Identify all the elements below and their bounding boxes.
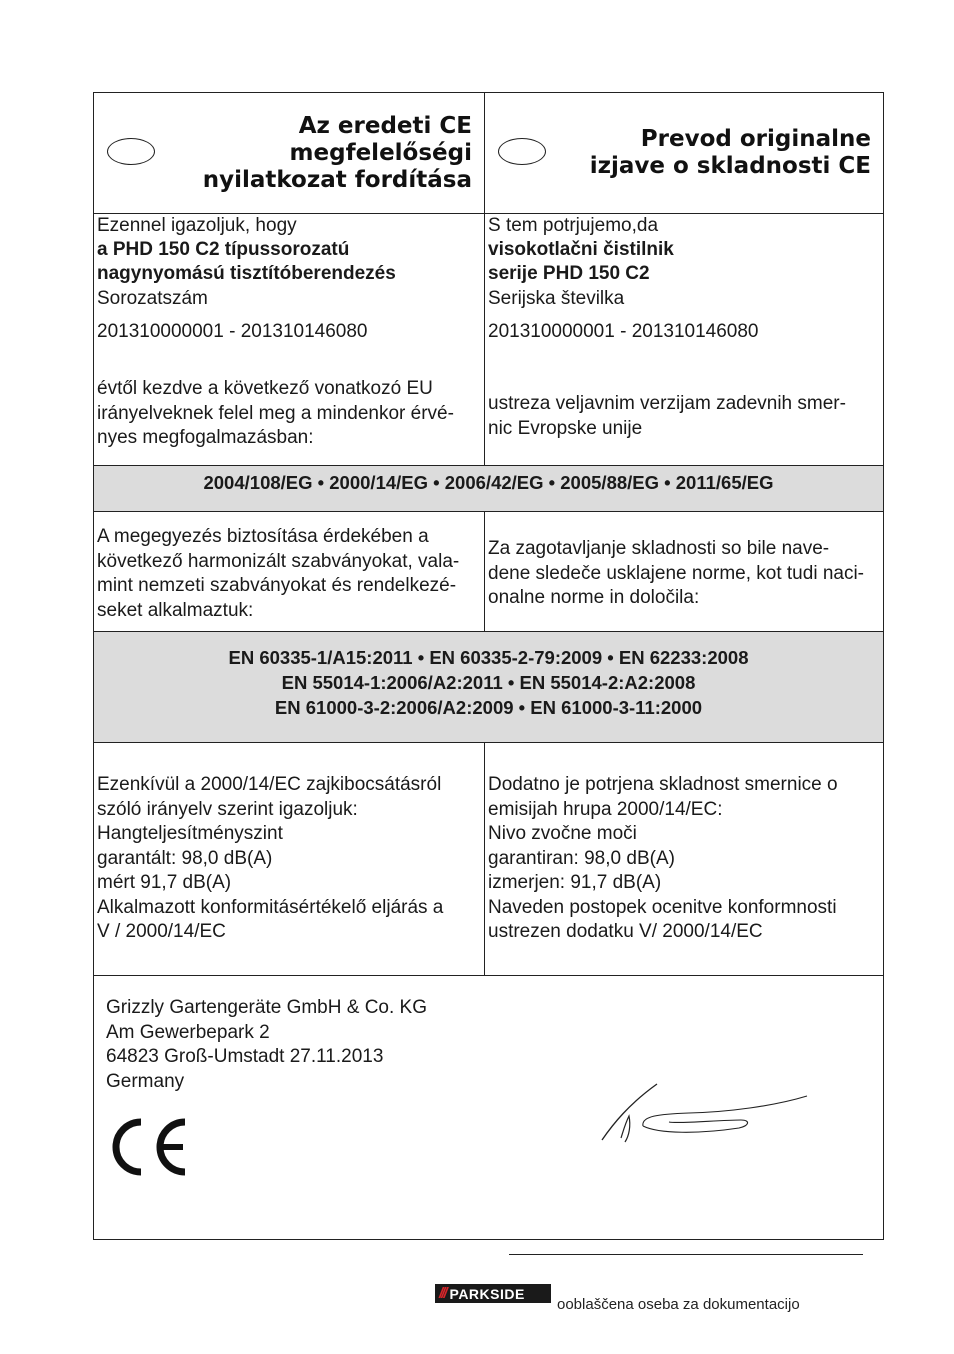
compliance-text xyxy=(97,377,454,451)
text-line: irányelveknek felel meg a mindenkor érvé- xyxy=(97,402,454,424)
text-line: Hangteljesítményszint xyxy=(97,823,283,844)
text-line: ustrezen dodatku V/ 2000/14/EC xyxy=(488,921,763,942)
ce-mark-icon xyxy=(105,1116,189,1178)
standards-line: EN 60335-1/A15:2011 • EN 60335-2-79:2009 • EN 62233:2008 xyxy=(228,647,749,668)
parkside-logo xyxy=(435,1284,551,1303)
logo-wordmark: PARKSIDE xyxy=(449,1285,525,1302)
text-line: Ezenkívül a 2000/14/EC zajkibocsátásról xyxy=(97,774,442,795)
address-line: Germany xyxy=(106,1070,185,1092)
company-name: Grizzly Gartengeräte GmbH & Co. KG xyxy=(106,997,427,1018)
noise-right-cell xyxy=(485,743,883,975)
text-line: ustreza veljavnim verzijam zadevnih smer- xyxy=(488,393,846,414)
signature-image xyxy=(599,1076,814,1146)
header-title-slovenian xyxy=(590,126,871,180)
text-line: emisijah hrupa 2000/14/EC: xyxy=(488,798,723,820)
text-line: V / 2000/14/EC xyxy=(97,921,226,942)
address-line: Am Gewerbepark 2 xyxy=(106,1021,270,1043)
intro-right-cell xyxy=(485,214,883,465)
header-row xyxy=(94,93,883,214)
header-right-cell xyxy=(485,93,883,213)
serial-label: Sorozatszám xyxy=(97,288,208,309)
text-line: Alkalmazott konformitásértékelő eljárás a xyxy=(97,896,444,918)
text-line: Naveden postopek ocenitve konformnosti xyxy=(488,896,837,918)
text-line: nyes megfogalmazásban: xyxy=(97,427,314,448)
serial-label: Serijska številka xyxy=(488,288,625,309)
compliance-text xyxy=(488,392,846,441)
text-line: Dodatno je potrjena skladnost smernice o xyxy=(488,774,838,795)
directives-row xyxy=(94,466,883,512)
noise-text xyxy=(488,773,838,945)
header-title-line: Az eredeti CE xyxy=(298,113,472,139)
header-left-cell xyxy=(94,93,485,213)
standards-row xyxy=(94,632,883,743)
text-line: évtől kezdve a következő vonatkozó EU xyxy=(97,378,433,399)
serial-range: 201310000001 - 201310146080 xyxy=(97,321,368,342)
serial-range: 201310000001 - 201310146080 xyxy=(488,321,759,342)
intro-text: S tem potrjujemo,da xyxy=(488,215,659,236)
text-line: következő harmonizált szabványokat, vala- xyxy=(97,550,460,572)
header-title-line: nyilatkozat fordítása xyxy=(202,167,472,193)
standards-line: EN 55014-1:2006/A2:2011 • EN 55014-2:A2:2008 xyxy=(281,672,696,693)
company-address xyxy=(106,996,427,1094)
text-line: A megegyezés biztosítása érdekében a xyxy=(97,526,429,547)
intro-text: Ezennel igazoljuk, hogy xyxy=(97,215,297,236)
model-line: a PHD 150 C2 típussorozatú xyxy=(97,239,350,260)
text-line: onalne norme in določila: xyxy=(488,587,700,608)
text-line: seket alkalmaztuk: xyxy=(97,599,254,621)
signature-caption: ooblaščena oseba za dokumentacijo xyxy=(557,1296,800,1313)
text-line: izmerjen: 91,7 dB(A) xyxy=(488,872,662,893)
noise-left-cell xyxy=(94,743,485,975)
country-code-oval xyxy=(107,138,155,165)
signature-line xyxy=(509,1254,863,1255)
directives-list: 2004/108/EG • 2000/14/EG • 2006/42/EG • 2005/88/EG • 2011/65/EG xyxy=(203,472,774,493)
intro-row xyxy=(94,214,883,466)
text-line: garantiran: 98,0 dB(A) xyxy=(488,847,675,869)
harmonized-text xyxy=(97,525,459,623)
intro-left-cell xyxy=(94,214,485,465)
text-line: nic Evropske unije xyxy=(488,417,643,439)
text-line: Za zagotavljanje skladnosti so bile nave- xyxy=(488,538,830,559)
product-name: nagynyomású tisztítóberendezés xyxy=(97,263,396,284)
header-title-line: izjave o skladnosti CE xyxy=(589,153,871,179)
text-line: garantált: 98,0 dB(A) xyxy=(97,847,273,869)
noise-row xyxy=(94,743,883,976)
address-line: 64823 Groß-Umstadt 27.11.2013 xyxy=(106,1046,384,1067)
logo-slashes: /// xyxy=(439,1285,446,1302)
standards-line: EN 61000-3-2:2006/A2:2009 • EN 61000-3-11:2000 xyxy=(274,697,703,718)
model-line: serije PHD 150 C2 xyxy=(488,263,650,284)
text-line: Nivo zvočne moči xyxy=(488,823,637,844)
header-title-hungarian xyxy=(203,113,472,194)
harmonized-left-cell xyxy=(94,512,485,631)
header-title-line: megfelelőségi xyxy=(289,140,472,166)
product-name: visokotlačni čistilnik xyxy=(488,239,674,260)
text-line: mint nemzeti szabványokat és rendelkezé- xyxy=(97,575,457,596)
text-line: szóló irányelv szerint igazoljuk: xyxy=(97,798,358,820)
country-code-oval xyxy=(498,138,546,165)
text-line: dene sledeče usklajene norme, kot tudi naci- xyxy=(488,562,865,584)
text-line: mért 91,7 dB(A) xyxy=(97,872,232,893)
harmonized-text xyxy=(488,537,864,611)
header-title-line: Prevod originalne xyxy=(640,126,871,152)
noise-text xyxy=(97,773,443,945)
harmonized-right-cell xyxy=(485,512,883,631)
harmonized-row xyxy=(94,512,883,632)
